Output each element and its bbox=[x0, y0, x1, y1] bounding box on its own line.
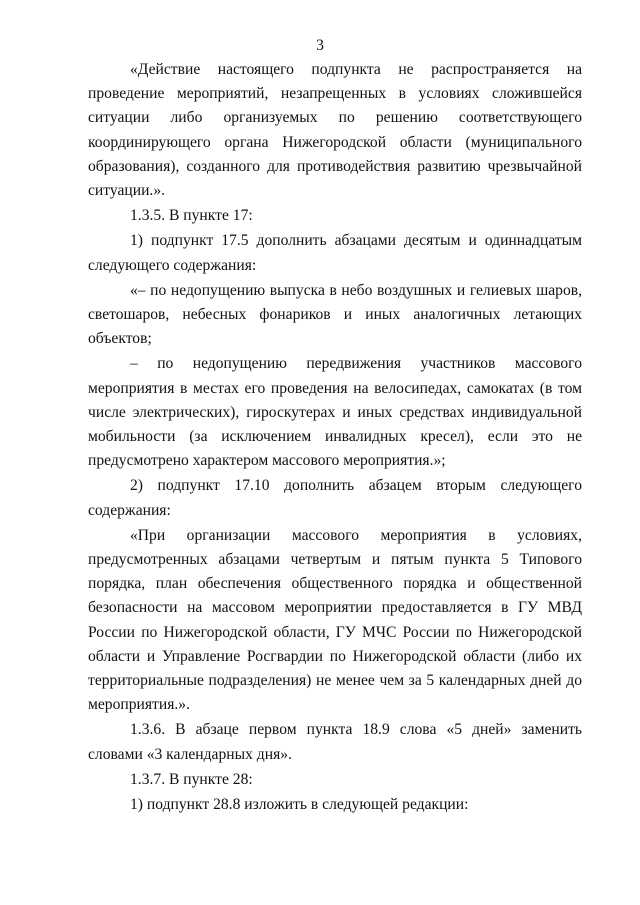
paragraph-exception-clause: «Действие настоящего подпункта не распространяется на проведение мероприятий, незапрещенных в условиях сложившейся ситуации либо организуемых по решению соответствующего координирующего органа Нижегородской области (муниципального образования), созданного для противодействия развитию чрезвычайной ситуации.». bbox=[88, 61, 582, 200]
paragraph-mobility-clause: – по недопущению передвижения участников массового мероприятия в местах его проведения на велосипедах, самокатах (в том числе электрических), гироскутерах и иных средствах индивидуальной мобильности (за исключением инвалидных кресел), если это не предусмотрено характером массового мероприятия.»; bbox=[88, 355, 582, 470]
paragraph-balloons-clause: «– по недопущению выпуска в небо воздушных и гелиевых шаров, светошаров, небесных фонариков и иных аналогичных летающих объектов; bbox=[88, 281, 582, 348]
paragraph-1-3-5: 1.3.5. В пункте 17: bbox=[130, 207, 253, 225]
paragraph-1-3-7: 1.3.7. В пункте 28: bbox=[130, 770, 253, 788]
paragraph-subpoint-17-10: 2) подпункт 17.10 дополнить абзацем вторым следующего содержания: bbox=[88, 477, 582, 519]
document-body bbox=[88, 58, 582, 817]
paragraph-1-3-6: 1.3.6. В абзаце первом пункта 18.9 слова «5 дней» заменить словами «3 календарных дня». bbox=[88, 721, 582, 763]
paragraph-subpoint-17-5: 1) подпункт 17.5 дополнить абзацами десятым и одиннадцатым следующего содержания: bbox=[88, 232, 582, 274]
paragraph-subpoint-28-8: 1) подпункт 28.8 изложить в следующей редакции: bbox=[130, 796, 469, 814]
page-number: 3 bbox=[316, 37, 324, 54]
paragraph-security-plan-clause: «При организации массового мероприятия в условиях, предусмотренных абзацами четвертым и пятым пункта 5 Типового порядка, план обеспечения общественного порядка и общественной безопасности на массовом мероприятии предоставляется в ГУ МВД России по Нижегородской области, ГУ МЧС России по Нижегородской области и Управление Росгвардии по Нижегородской области (либо их территориальные подразделения) не менее чем за 5 календарных дней до мероприятия.». bbox=[88, 526, 582, 714]
